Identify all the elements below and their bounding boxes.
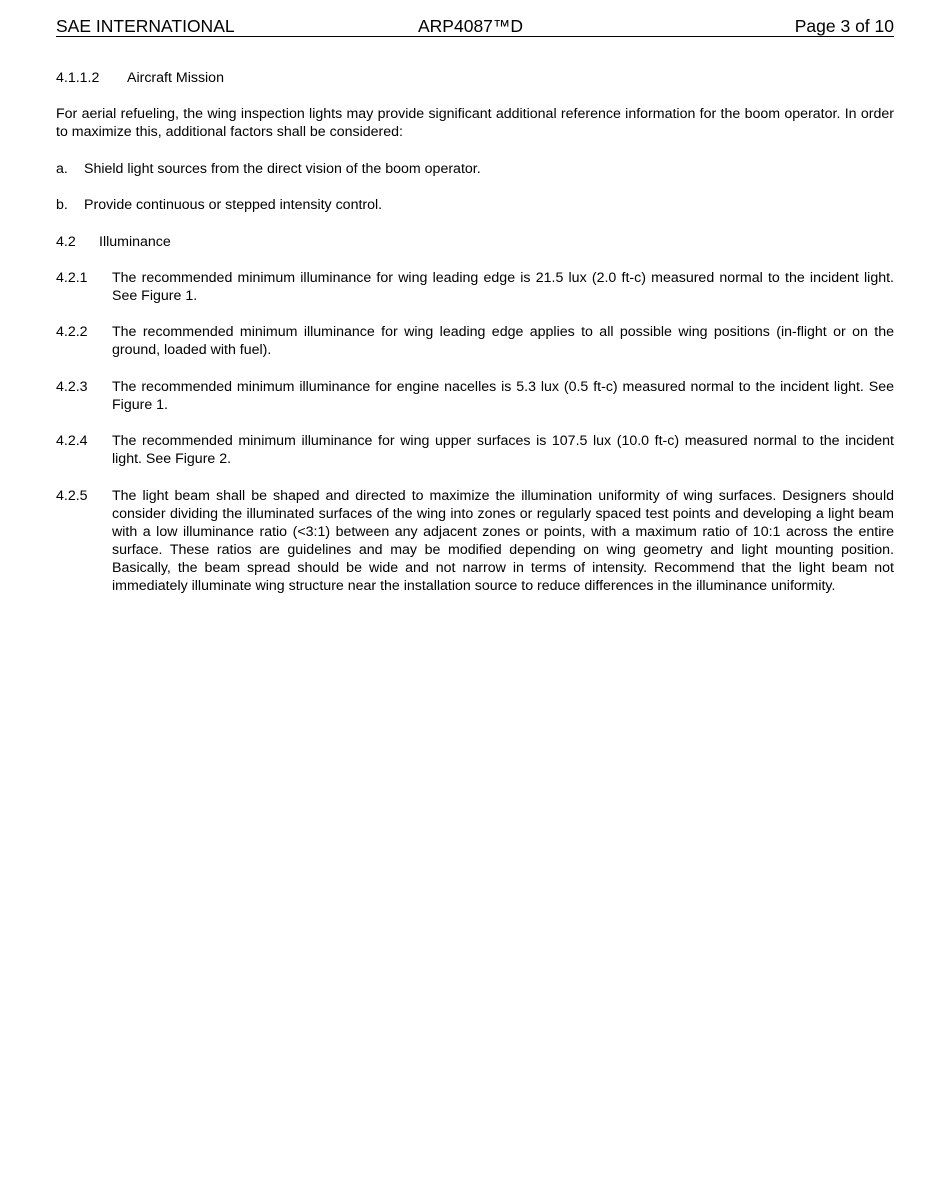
subsection-number: 4.2.2 <box>56 324 88 340</box>
header-page-number: Page 3 of 10 <box>794 16 894 36</box>
subsection-4-2-2 <box>56 323 894 359</box>
page-header <box>56 14 894 37</box>
document-page <box>56 14 894 594</box>
list-item-label: b. <box>56 197 68 213</box>
subsection-text: The recommended minimum illuminance for wing leading edge is 21.5 lux (2.0 ft-c) measured normal to the incident light. See Figure 1. <box>112 270 894 304</box>
header-document-id: ARP4087™D <box>418 16 524 36</box>
subsection-4-2-4 <box>56 432 894 468</box>
list-item-text: Provide continuous or stepped intensity control. <box>84 197 383 213</box>
list-item-text: Shield light sources from the direct vision of the boom operator. <box>84 161 481 177</box>
subsection-number: 4.2.5 <box>56 488 88 504</box>
section-heading-4-1-1-2 <box>56 69 894 87</box>
subsection-4-2-1 <box>56 269 894 305</box>
section-number: 4.1.1.2 <box>56 70 100 86</box>
section-number: 4.2 <box>56 234 76 250</box>
list-item-label: a. <box>56 161 68 177</box>
section-title: Illuminance <box>99 234 171 250</box>
subsection-number: 4.2.1 <box>56 270 88 286</box>
section-heading-4-2 <box>56 233 894 251</box>
section-title: Aircraft Mission <box>127 70 224 86</box>
subsection-number: 4.2.3 <box>56 379 88 395</box>
intro-paragraph: For aerial refueling, the wing inspection lights may provide significant additional reference information for the boom operator. In order to maximize this, additional factors shall be considered: <box>56 106 894 140</box>
subsection-text: The light beam shall be shaped and directed to maximize the illumination uniformity of wing surfaces. Designers should consider dividing the illuminated surfaces of the wing into zones or regularly spaced test points and developing a light beam with a low illuminance ratio (<3:1) between any adjacent zones or points, with a maximum ratio of 10:1 across the entire surface. These ratios are guidelines and may be modified depending on wing geometry and light mounting position. Basically, the beam spread should be wide and not narrow in terms of intensity. Recommend that the light beam not immediately illuminate wing structure near the installation source to reduce differences in the illuminance uniformity. <box>112 488 894 594</box>
subsection-text: The recommended minimum illuminance for engine nacelles is 5.3 lux (0.5 ft-c) measured normal to the incident light. See Figure 1. <box>112 379 894 413</box>
list-item-b <box>56 196 894 214</box>
subsection-4-2-5 <box>56 487 894 595</box>
list-item-a <box>56 160 894 178</box>
subsection-text: The recommended minimum illuminance for wing leading edge applies to all possible wing positions (in-flight or on the ground, loaded with fuel). <box>112 324 894 358</box>
subsection-number: 4.2.4 <box>56 433 88 449</box>
subsection-4-2-3 <box>56 378 894 414</box>
header-organization: SAE INTERNATIONAL <box>56 16 235 36</box>
subsection-text: The recommended minimum illuminance for wing upper surfaces is 107.5 lux (10.0 ft-c) measured normal to the incident light. See Figure 2. <box>112 433 894 467</box>
